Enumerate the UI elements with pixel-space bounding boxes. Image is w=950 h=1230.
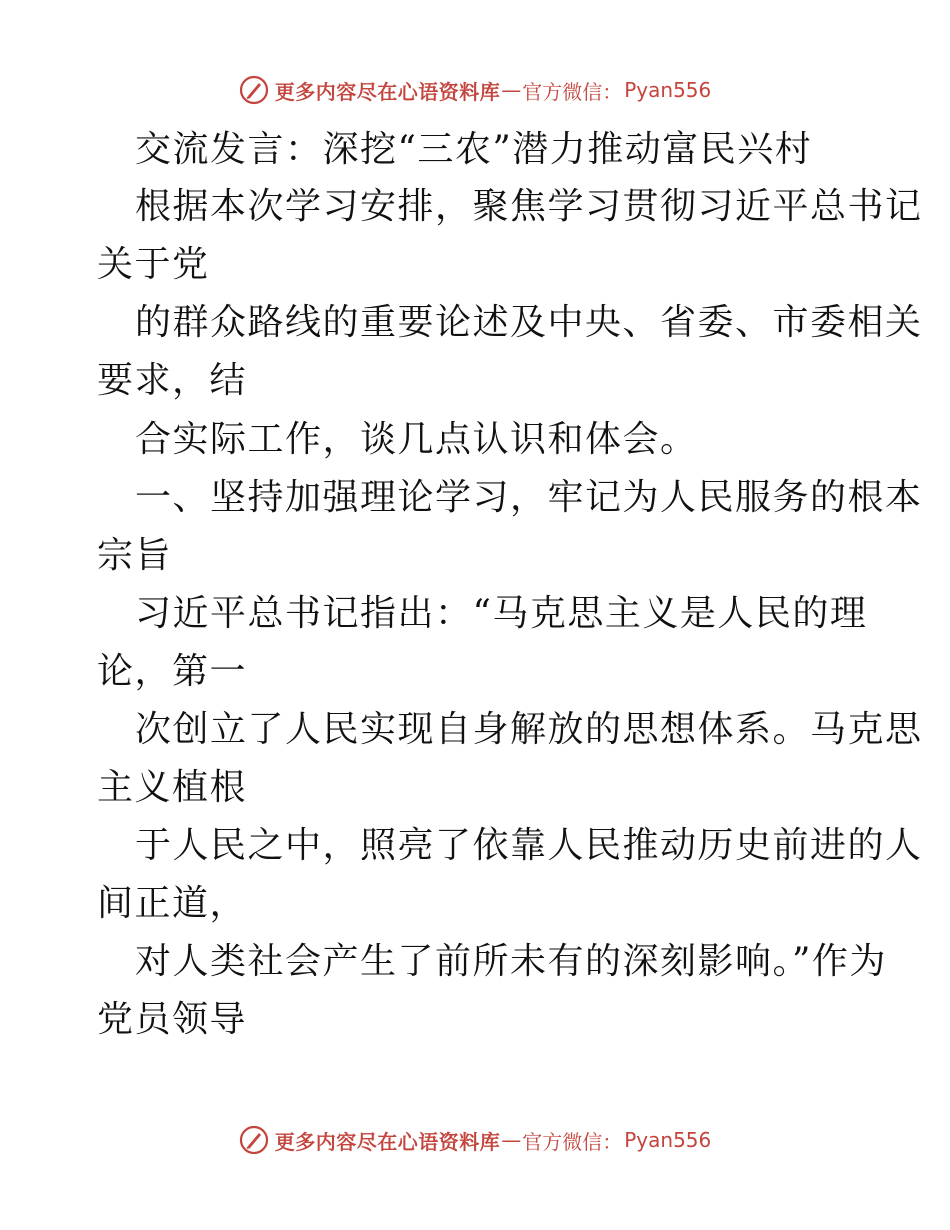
text-line: 根据本次学习安排，聚焦学习贯彻习近平总书记 [135,186,923,227]
text-line: 习近平总书记指出：“马克思主义是人民的理 [135,593,868,634]
watermark-main-text: 更多内容尽在心语资料库 [274,79,501,104]
text-line: 于人民之中，照亮了依靠人民推动历史前进的人 [135,825,923,866]
text-line: 宗旨 [97,535,173,576]
watermark-wechat-id: Pyan556 [624,1128,712,1152]
text-line: 主义植根 [97,767,248,808]
watermark-wechat-label: 官方微信： [522,79,623,104]
text-line: 关于党 [97,244,210,285]
text-line: 次创立了人民实现自身解放的思想体系。马克思 [135,709,923,750]
text-line: 间正道， [97,883,248,924]
watermark-dash: — [501,78,522,102]
document-title: 交流发言：深挖“三农”潜力推动富民兴村 [135,129,813,170]
watermark-dash: — [501,1128,522,1152]
header-watermark [0,72,950,108]
text-line: 合实际工作，谈几点认识和体会。 [135,419,698,460]
watermark-wechat-label: 官方微信： [522,1129,623,1154]
text-line: 的群众路线的重要论述及中央、省委、市委相关 [135,302,923,343]
text-line: 论，第一 [97,651,248,692]
section-heading: 一、坚持加强理论学习，牢记为人民服务的根本 [135,477,923,518]
quill-logo-icon [239,1125,269,1155]
watermark-main-text: 更多内容尽在心语资料库 [274,1129,501,1154]
text-line: 对人类社会产生了前所未有的深刻影响。”作为 [135,941,887,982]
quill-logo-icon [239,75,269,105]
text-line: 党员领导 [97,999,248,1040]
footer-watermark [0,1122,950,1158]
text-line: 要求，结 [97,360,248,401]
watermark-wechat-id: Pyan556 [624,78,712,102]
